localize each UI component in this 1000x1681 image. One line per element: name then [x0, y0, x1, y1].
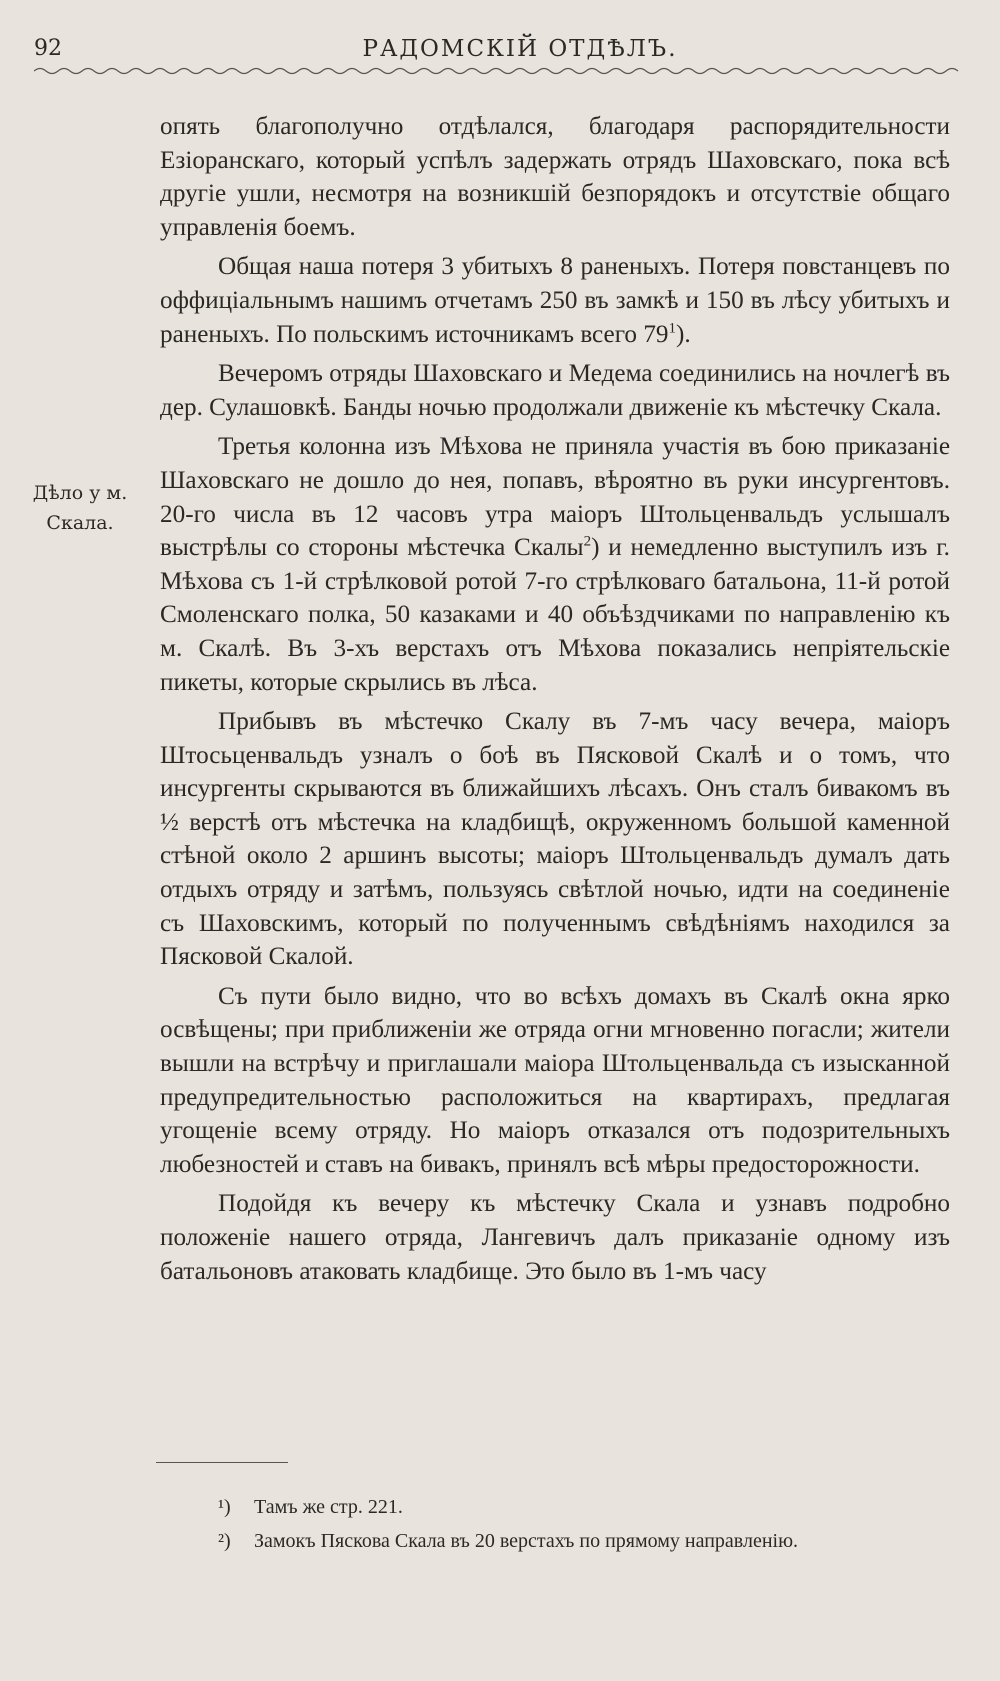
footnote-ref: 2 [583, 533, 592, 550]
margin-note-line: Дѣло у м. [32, 482, 128, 504]
footnote-divider [156, 1462, 288, 1463]
margin-note [20, 478, 140, 538]
paragraph: Съ пути было видно, что во всѣхъ домахъ въ Скалѣ окна ярко освѣщены; при приближеніи же отряда огни мгновенно погасли; жители вышли на встрѣчу и приглашали маіора Штольценвальда съ изысканной предупредительностью расположиться на квартирахъ, предлагая угощеніе всему отряду. Но маіоръ отказался отъ подозрительныхъ любезностей и ставъ на бивакъ, принялъ всѣ мѣры предосторожности. [160, 982, 950, 1178]
paragraph: Прибывъ въ мѣстечко Скалу въ 7-мъ часу вечера, маіоръ Штосьценвальдъ узналъ о боѣ въ Пясковой Скалѣ и о томъ, что инсургенты скрываются въ ближайшихъ лѣсахъ. Онъ сталъ бивакомъ въ ½ верстѣ отъ мѣстечка на кладбищѣ, окруженномъ большой каменной стѣной около 2 аршинъ высоты; маіоръ Штольценвальдъ думалъ дать отдыхъ отряду и затѣмъ, пользуясь свѣтлой ночью, идти на соединеніе съ Шаховскимъ, который по полученнымъ свѣдѣніямъ находился за Пясковой Скалой. [160, 708, 950, 971]
footnote [218, 1490, 958, 1524]
paragraph: Вечеромъ отряды Шаховскаго и Медема соединились на ночлегѣ въ дер. Сулашовкѣ. Банды ночью продолжали движеніе къ мѣстечку Скала. [160, 360, 950, 421]
margin-note-line: Скала. [46, 512, 114, 534]
paragraph-text: ). [676, 320, 691, 348]
paragraph: Подойдя къ вечеру къ мѣстечку Скала и узнавъ подробно положеніе нашего отряда, Лангевичъ далъ приказаніе одному изъ батальоновъ атаковать кладбище. Это было въ 1-мъ часу [160, 1190, 950, 1285]
footnote-mark: ²) [218, 1530, 231, 1552]
paragraph [160, 430, 950, 699]
paragraph-text: ) и немедленно выступилъ изъ г. Мѣхова съ 1-й стрѣлковой ротой 7-го стрѣлковаго батальона, 11-й ротой Смоленскаго полка, 50 казаками и 40 объѣздчиками по направленію къ м. Скалѣ. Въ 3-хъ верстахъ отъ Мѣхова показались непріятельскіе пикеты, которые скрылись въ лѣса. [160, 534, 950, 696]
footnotes [218, 1490, 958, 1558]
footnote-mark: ¹) [218, 1496, 231, 1518]
page-number: 92 [34, 36, 62, 61]
body-text [160, 110, 950, 1294]
paragraph-text: Общая наша потеря 3 убитыхъ 8 раненыхъ. Потеря повстанцевъ по оффиціальнымъ нашимъ отчетамъ 250 въ замкѣ и 150 въ лѣсу убитыхъ и раненыхъ. По польскимъ источникамъ всего 79 [160, 253, 950, 348]
running-title: РАДОМСКІЙ ОТДѢЛЪ. [362, 36, 678, 62]
footnote-text: Замокъ Пяскова Скала въ 20 верстахъ по прямому направленію. [254, 1530, 799, 1552]
paragraph [160, 250, 950, 351]
footnote-text: Тамъ же стр. 221. [254, 1496, 403, 1518]
header-wavy-rule [34, 66, 959, 76]
footnote-ref: 1 [668, 320, 677, 337]
paragraph: опять благополучно отдѣлался, благодаря распорядительности Езіоранскаго, который успѣлъ задержать отрядъ Шаховскаго, пока всѣ другіе ушли, несмотря на возникшій безпорядокъ и отсутствіе общаго управленія боемъ. [160, 113, 950, 241]
footnote [218, 1524, 958, 1558]
paragraph-text: Третья колонна изъ Мѣхова не приняла участія въ бою приказаніе Шаховскаго не дошло до нея, попавъ, вѣроятно въ руки инсургентовъ. 20-го числа въ 12 часовъ утра маіоръ Штольценвальдъ услышалъ выстрѣлы со стороны мѣстечка Скалы [160, 433, 950, 562]
